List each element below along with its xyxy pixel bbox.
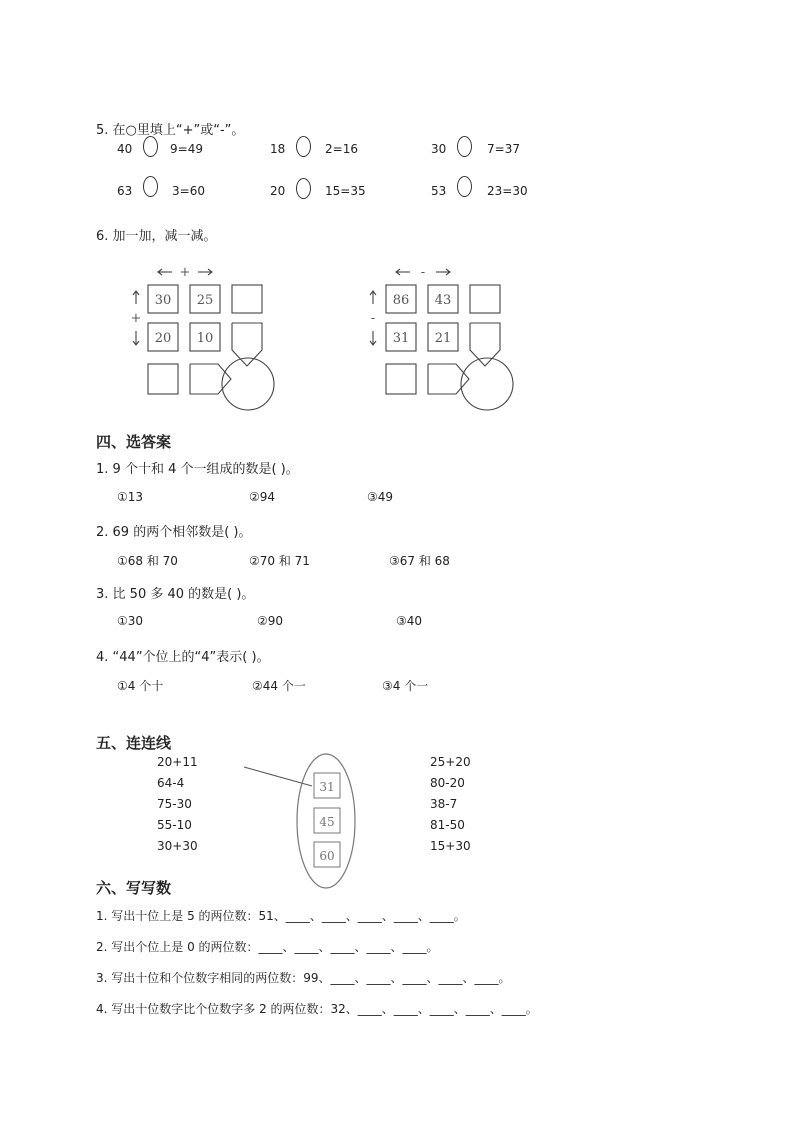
sec4-q4-opt3[interactable]: ③4 个一 — [382, 679, 429, 693]
sec4-q2-opt2[interactable]: ②70 和 71 — [249, 554, 310, 568]
sec5-left-1[interactable]: 20+11 — [157, 755, 198, 769]
q5-r2-c: 20 — [270, 184, 286, 198]
right-side-op: - — [370, 311, 376, 326]
sec5-right-2[interactable]: 80-20 — [430, 776, 465, 790]
sec6-item-4[interactable]: 4. 写出十位数字比个位数字多 2 的两位数：32、____、____、____、____、____。 — [96, 1002, 538, 1016]
center-num-2: 45 — [319, 815, 335, 829]
sec4-q1-opt3[interactable]: ③49 — [367, 490, 394, 504]
sec4-q3-opt3[interactable]: ③40 — [396, 614, 423, 628]
sec6-item-1[interactable]: 1. 写出十位上是 5 的两位数：51、____、____、____、____、____。 — [96, 909, 466, 923]
sec5-left-4[interactable]: 55-10 — [157, 818, 192, 832]
sec4-q2-opt1[interactable]: ①68 和 70 — [117, 554, 178, 568]
sec5-right-4[interactable]: 81-50 — [430, 818, 465, 832]
left-side-op: + — [130, 311, 142, 326]
q5-r1-a: 40 — [117, 142, 133, 156]
left-num-3: 20 — [154, 331, 172, 346]
sec5-right-1[interactable]: 25+20 — [430, 755, 471, 769]
sec4-q2: 2. 69 的两个相邻数是( )。 — [96, 525, 252, 540]
q5-r1-b: 9=49 — [170, 142, 203, 156]
right-num-1: 86 — [392, 293, 410, 308]
sec4-q1-opt1[interactable]: ①13 — [117, 490, 144, 504]
right-num-2: 43 — [434, 293, 452, 308]
sec6-item-3[interactable]: 3. 写出十位和个位数字相同的两位数：99、____、____、____、____、____。 — [96, 971, 511, 985]
sec4-q2-opt3[interactable]: ③67 和 68 — [389, 554, 450, 568]
sec5-right-5[interactable]: 15+30 — [430, 839, 471, 853]
q5-title: 5. 在○里填上“+”或“-”。 — [96, 123, 245, 138]
q5-r1-c: 18 — [270, 142, 286, 156]
sec4-q1: 1. 9 个十和 4 个一组成的数是( )。 — [96, 462, 299, 477]
right-num-4: 21 — [434, 331, 452, 346]
sec4-q4: 4. “44”个位上的“4”表示( )。 — [96, 650, 270, 665]
sec5-heading: 五、连连线 — [96, 734, 172, 752]
q5-r1-d: 2=16 — [325, 142, 358, 156]
sec4-q4-opt1[interactable]: ①4 个十 — [117, 679, 164, 693]
right-num-3: 31 — [392, 331, 410, 346]
right-top-op: - — [420, 265, 426, 280]
center-num-3: 60 — [319, 849, 335, 863]
q5-r1-e: 30 — [431, 142, 447, 156]
sec4-heading: 四、选答案 — [96, 433, 172, 451]
q5-r2-f: 23=30 — [487, 184, 528, 198]
sec4-q3-opt2[interactable]: ②90 — [257, 614, 284, 628]
left-top-op: + — [179, 265, 191, 280]
sec5-right-3[interactable]: 38-7 — [430, 797, 458, 811]
center-num-1: 31 — [319, 780, 335, 794]
left-num-4: 10 — [196, 331, 214, 346]
left-num-2: 25 — [196, 293, 214, 308]
sec6-item-2[interactable]: 2. 写出个位上是 0 的两位数：____、____、____、____、____。 — [96, 940, 439, 954]
left-num-1: 30 — [154, 293, 172, 308]
q5-r2-b: 3=60 — [172, 184, 205, 198]
q5-r1-f: 7=37 — [487, 142, 520, 156]
sec4-q3: 3. 比 50 多 40 的数是( )。 — [96, 587, 255, 602]
sec5-left-5[interactable]: 30+30 — [157, 839, 198, 853]
sec6-heading: 六、写写数 — [96, 879, 172, 897]
sec4-q1-opt2[interactable]: ②94 — [249, 490, 276, 504]
sec5-left-3[interactable]: 75-30 — [157, 797, 192, 811]
sec5-left-2[interactable]: 64-4 — [157, 776, 185, 790]
sec4-q3-opt1[interactable]: ①30 — [117, 614, 144, 628]
q5-r2-e: 53 — [431, 184, 447, 198]
sec4-q4-opt2[interactable]: ②44 个一 — [252, 679, 306, 693]
q6-title: 6. 加一加，减一减。 — [96, 229, 217, 244]
q5-r2-a: 63 — [117, 184, 133, 198]
q5-r2-d: 15=35 — [325, 184, 366, 198]
